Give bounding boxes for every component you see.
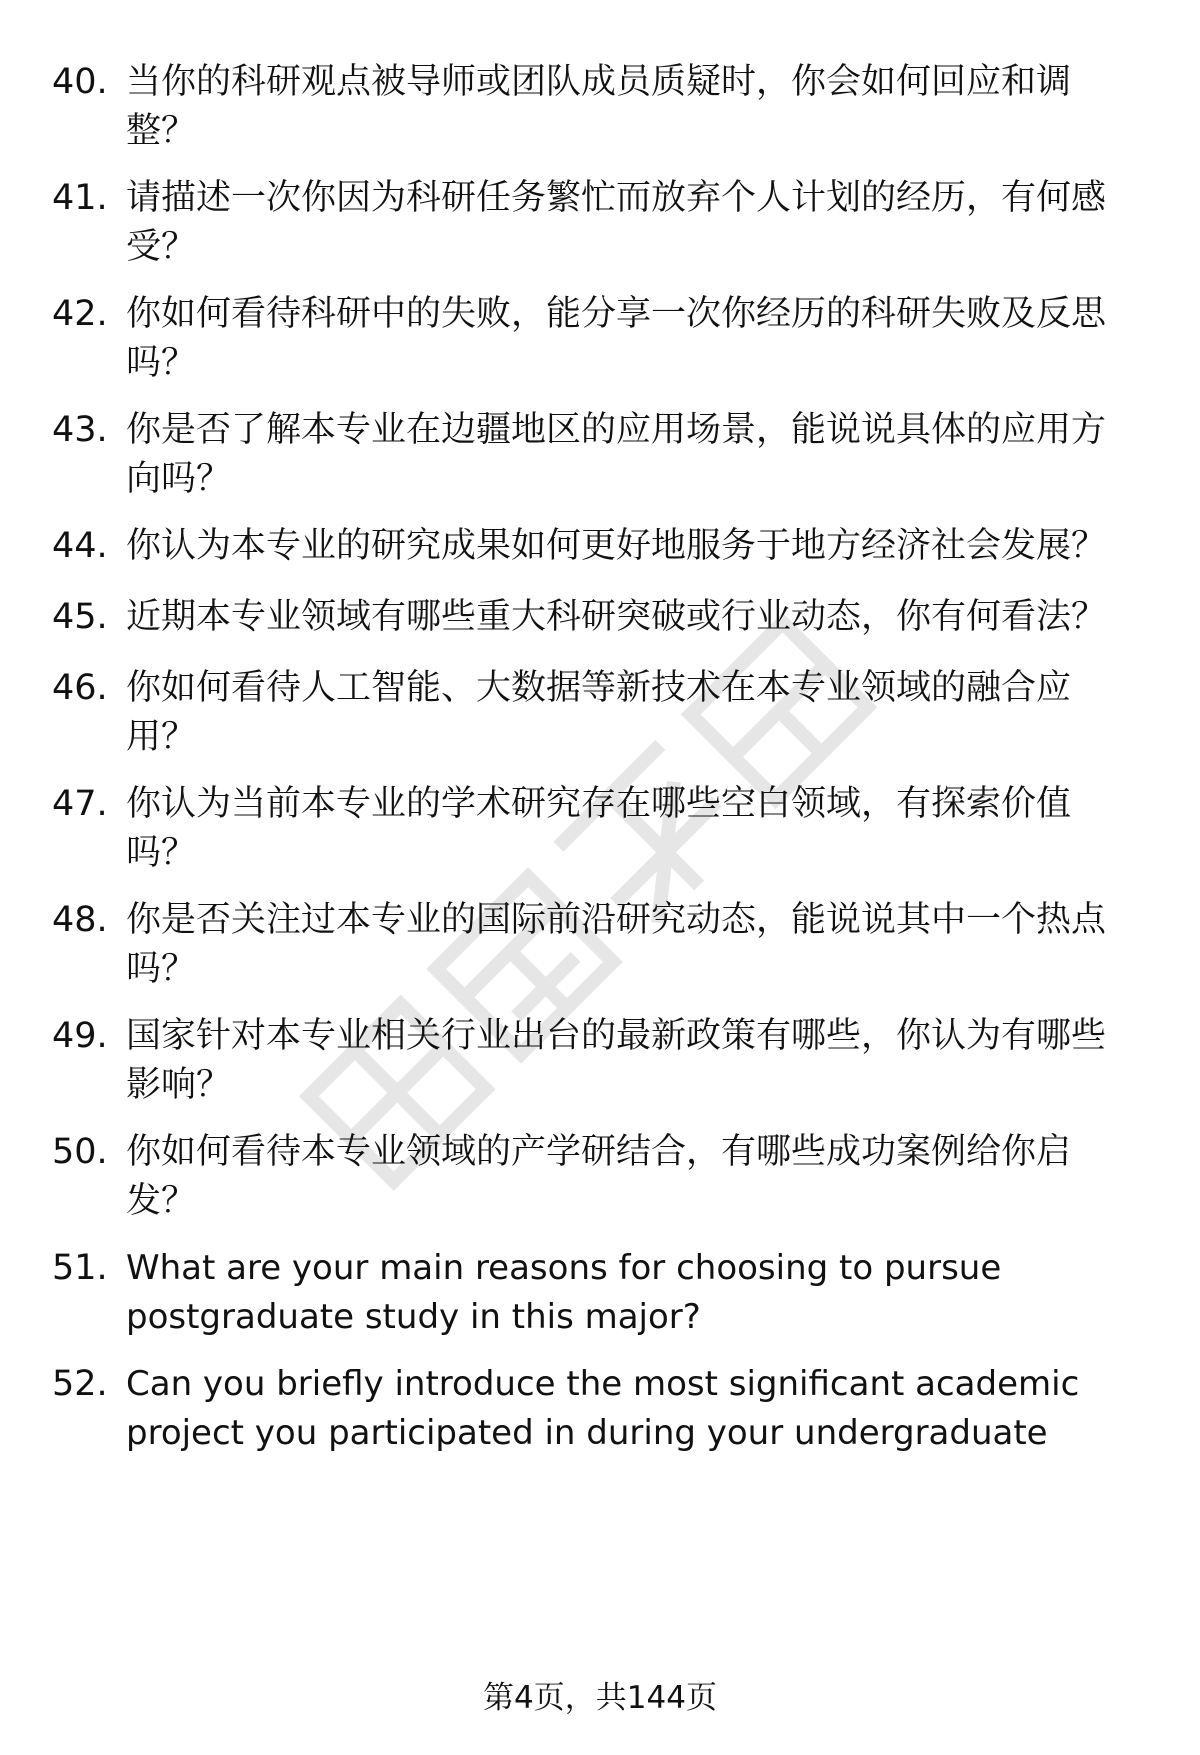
question-number: 48. bbox=[52, 900, 108, 940]
question-item bbox=[0, 522, 1200, 571]
question-item bbox=[0, 290, 1200, 388]
question-text: 国家针对本专业相关行业出台的最新政策有哪些，你认为有哪些影响？ bbox=[126, 1016, 1107, 1105]
question-number: 51. bbox=[52, 1248, 108, 1288]
question-number: 52. bbox=[52, 1364, 108, 1404]
question-item bbox=[0, 593, 1200, 642]
question-number: 49. bbox=[52, 1016, 108, 1056]
question-text: What are your main reasons for choosing to pursue postgraduate study in this major? bbox=[126, 1248, 1002, 1337]
question-text: 你如何看待人工智能、大数据等新技术在本专业领域的融合应用？ bbox=[126, 668, 1072, 757]
question-text: Can you briefly introduce the most significant academic project you participated in during your undergraduate bbox=[126, 1364, 1080, 1453]
question-item bbox=[0, 58, 1200, 156]
question-item bbox=[0, 1012, 1200, 1110]
question-text: 你如何看待科研中的失败，能分享一次你经历的科研失败及反思吗？ bbox=[126, 294, 1107, 383]
question-number: 41. bbox=[52, 178, 108, 218]
question-item bbox=[0, 896, 1200, 994]
question-item bbox=[0, 406, 1200, 504]
question-number: 46. bbox=[52, 668, 108, 708]
question-number: 43. bbox=[52, 410, 108, 450]
question-text: 当你的科研观点被导师或团队成员质疑时，你会如何回应和调整？ bbox=[126, 62, 1072, 151]
question-text: 请描述一次你因为科研任务繁忙而放弃个人计划的经历，有何感受？ bbox=[126, 178, 1107, 267]
question-number: 45. bbox=[52, 597, 108, 637]
question-item bbox=[0, 1360, 1200, 1458]
question-list bbox=[0, 58, 1200, 1476]
question-text: 你认为本专业的研究成果如何更好地服务于地方经济社会发展？ bbox=[126, 526, 1107, 566]
question-number: 42. bbox=[52, 294, 108, 334]
question-item bbox=[0, 1244, 1200, 1342]
question-number: 44. bbox=[52, 526, 108, 566]
question-item bbox=[0, 174, 1200, 272]
question-text: 你是否了解本专业在边疆地区的应用场景，能说说具体的应用方向吗？ bbox=[126, 410, 1107, 499]
page-number: 第4页，共144页 bbox=[483, 1680, 717, 1716]
question-text: 你是否关注过本专业的国际前沿研究动态，能说说其中一个热点吗？ bbox=[126, 900, 1107, 989]
question-item bbox=[0, 780, 1200, 878]
question-number: 47. bbox=[52, 784, 108, 824]
question-text: 你认为当前本专业的学术研究存在哪些空白领域，有探索价值吗？ bbox=[126, 784, 1072, 873]
question-item bbox=[0, 1128, 1200, 1226]
question-text: 你如何看待本专业领域的产学研结合，有哪些成功案例给你启发？ bbox=[126, 1132, 1072, 1221]
question-text: 近期本专业领域有哪些重大科研突破或行业动态，你有何看法？ bbox=[126, 597, 1107, 637]
question-item bbox=[0, 664, 1200, 762]
question-number: 50. bbox=[52, 1132, 108, 1172]
question-number: 40. bbox=[52, 62, 108, 102]
